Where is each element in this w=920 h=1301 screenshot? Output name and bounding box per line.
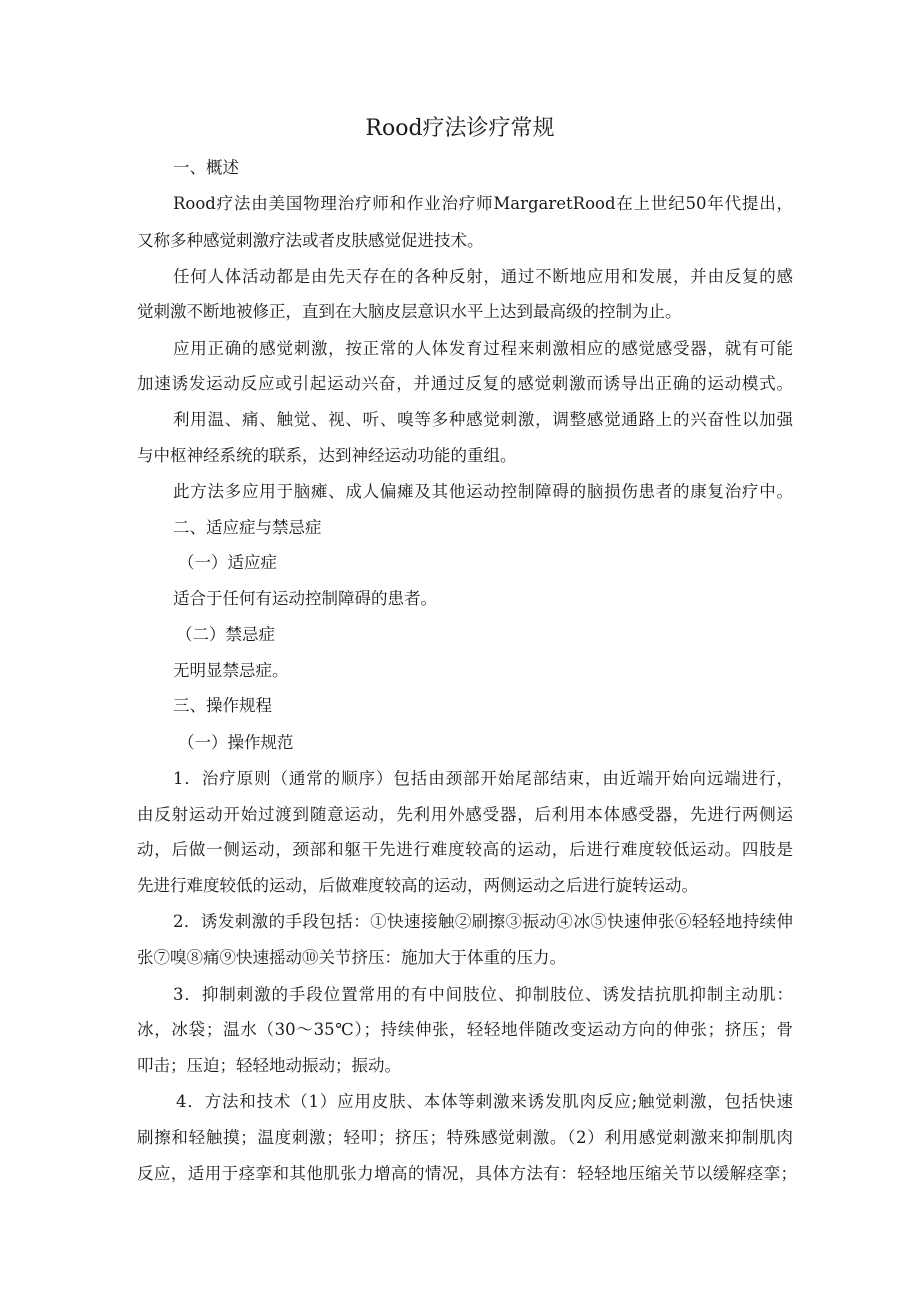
paragraph-line: 1．治疗原则（通常的顺序）包括由颈部开始尾部结束，由近端开始向远端进行， — [173, 769, 793, 788]
subsection-heading-standard: （一）操作规范 — [178, 733, 294, 752]
paragraph-line: 动，后做一侧运动，颈部和躯干先进行难度较高的运动，后进行难度较低运动。四肢是 — [137, 840, 793, 859]
subsection-heading-indications: （一）适应症 — [178, 553, 277, 572]
section-heading-procedure: 三、操作规程 — [173, 696, 272, 715]
paragraph-line: 与中枢神经系统的联系，达到神经运动功能的重组。 — [137, 446, 517, 465]
paragraph-line: 4．方法和技术（1）应用皮肤、本体等刺激来诱发肌肉反应;触觉刺激，包括快速 — [176, 1092, 793, 1111]
paragraph-line: 刷擦和轻触摸；温度刺激；轻叩；挤压；特殊感觉刺激。（2）利用感觉刺激来抑制肌肉 — [137, 1128, 793, 1147]
paragraph-line: 叩击；压迫；轻轻地动振动；振动。 — [137, 1056, 401, 1075]
paragraph-line: 张⑦嗅⑧痛⑨快速摇动⑩关节挤压：施加大于体重的压力。 — [137, 948, 566, 967]
document-title: Rood疗法诊疗常规 — [365, 116, 555, 141]
paragraph-line: 由反射运动开始过渡到随意运动，先利用外感受器，后利用本体感受器，先进行两侧运 — [137, 805, 793, 824]
paragraph-line: 觉刺激不断地被修正，直到在大脑皮层意识水平上达到最高级的控制为止。 — [137, 302, 682, 321]
subsection-heading-contraindications: （二）禁忌症 — [176, 625, 275, 644]
paragraph-line: 先进行难度较低的运动，后做难度较高的运动，两侧运动之后进行旋转运动。 — [137, 876, 698, 895]
paragraph-line: 应用正确的感觉刺激，按正常的人体发育过程来刺激相应的感觉感受器，就有可能 — [173, 339, 793, 358]
paragraph-line: 任何人体活动都是由先天存在的各种反射，通过不断地应用和发展，并由反复的感 — [173, 267, 793, 286]
paragraph-line: 反应，适用于痉挛和其他肌张力增高的情况，具体方法有：轻轻地压缩关节以缓解痉挛； — [137, 1164, 797, 1183]
paragraph-line: 无明显禁忌症。 — [173, 661, 289, 680]
paragraph-line: 3．抑制刺激的手段位置常用的有中间肢位、抑制肢位、诱发拮抗肌抑制主动肌： — [173, 985, 793, 1004]
paragraph-line: 加速诱发运动反应或引起运动兴奋，并通过反复的感觉刺激而诱导出正确的运动模式。 — [137, 374, 793, 393]
paragraph-line: 此方法多应用于脑瘫、成人偏瘫及其他运动控制障碍的脑损伤患者的康复治疗中。 — [173, 482, 793, 501]
paragraph-line: Rood疗法由美国物理治疗师和作业治疗师MargaretRood在上世纪50年代提出， — [173, 194, 793, 213]
paragraph-line: 利用温、痛、触觉、视、听、嗅等多种感觉刺激，调整感觉通路上的兴奋性以加强 — [173, 410, 793, 429]
paragraph-line: 适合于任何有运动控制障碍的患者。 — [173, 589, 437, 608]
paragraph-line: 冰，冰袋；温水（30～35℃）；持续伸张，轻轻地伴随改变运动方向的伸张；挤压；骨 — [137, 1020, 793, 1039]
paragraph-line: 又称多种感觉刺激疗法或者皮肤感觉促进技术。 — [137, 231, 484, 250]
paragraph-line: 2．诱发刺激的手段包括：①快速接触②刷擦③振动④冰⑤快速伸张⑥轻轻地持续伸 — [173, 912, 793, 931]
section-heading-indications: 二、适应症与禁忌症 — [173, 518, 322, 537]
section-heading-overview: 一、概述 — [173, 158, 239, 177]
